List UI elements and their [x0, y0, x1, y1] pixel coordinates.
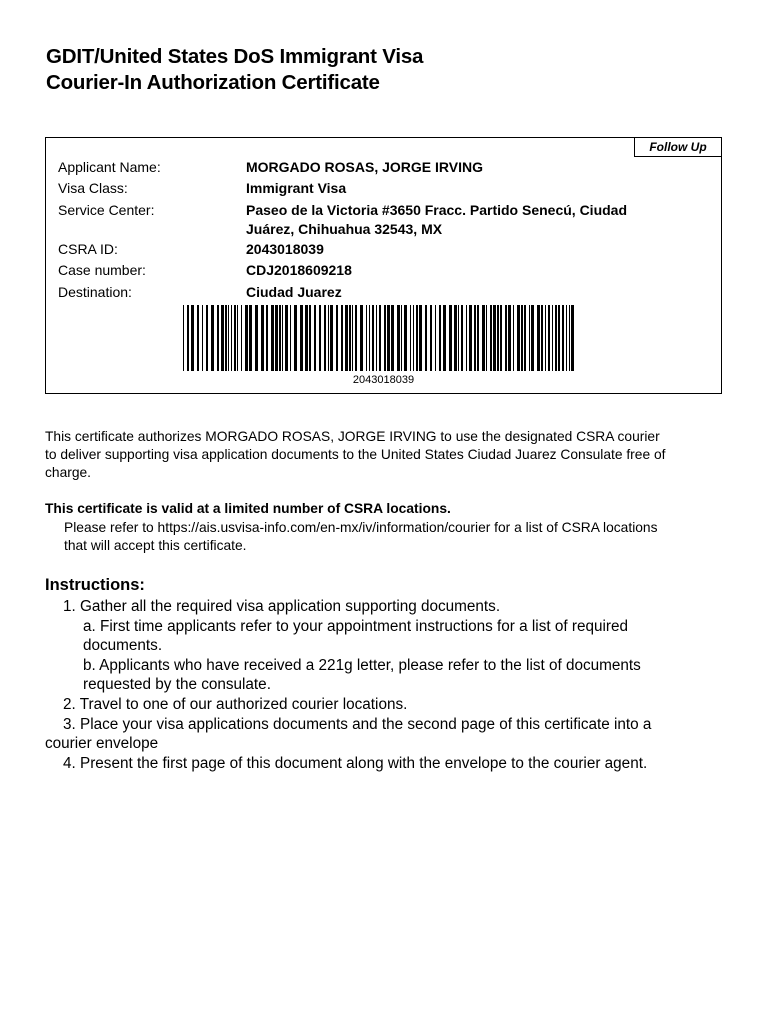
- authorization-line-3: charge.: [45, 465, 92, 480]
- title-line-1: GDIT/United States DoS Immigrant Visa: [46, 45, 424, 68]
- validity-heading: This certificate is valid at a limited number of CSRA locations.: [45, 501, 451, 516]
- authorization-line-2: to deliver supporting visa application documents to the United States Ciudad Juarez Consulate free of: [45, 447, 666, 462]
- instruction-step-1b: [45, 656, 725, 695]
- certificate-card: [45, 137, 722, 394]
- applicant-name-label: Applicant Name:: [58, 159, 161, 175]
- service-center-line-2: Juárez, Chihuahua 32543, MX: [246, 221, 443, 237]
- case-number-value: CDJ2018609218: [246, 262, 352, 278]
- csra-id-value: 2043018039: [246, 241, 324, 257]
- instruction-step-1a: [45, 617, 725, 656]
- applicant-name-value: MORGADO ROSAS, JORGE IRVING: [246, 159, 483, 175]
- instruction-step-3-line-1: 3. Place your visa applications documents and the second page of this certificate into a: [63, 715, 652, 733]
- instructions-heading: Instructions:: [45, 576, 145, 594]
- barcode-graphic: [183, 305, 575, 371]
- barcode-number: 2043018039: [352, 374, 415, 386]
- service-center-line-1: Paseo de la Victoria #3650 Fracc. Partido Senecú, Ciudad: [246, 202, 628, 218]
- title-line-2: Courier-In Authorization Certificate: [46, 71, 380, 94]
- instruction-step-1a-line-1: a. First time applicants refer to your appointment instructions for a list of required: [83, 617, 628, 635]
- visa-class-value: Immigrant Visa: [246, 180, 347, 196]
- case-number-label: Case number:: [58, 262, 146, 278]
- service-center-value: [246, 201, 676, 239]
- instruction-step-3: [45, 715, 725, 754]
- validity-paragraph: [64, 519, 724, 555]
- instruction-step-1b-line-1: b. Applicants who have received a 221g letter, please refer to the list of documents: [83, 656, 641, 674]
- instruction-step-3-line-2: courier envelope: [45, 735, 159, 753]
- instruction-step-1b-line-2: requested by the consulate.: [83, 676, 271, 694]
- destination-label: Destination:: [58, 284, 132, 300]
- validity-line-1: Please refer to https://ais.usvisa-info.com/en-mx/iv/information/courier for a list of CSRA locations: [64, 520, 658, 535]
- service-center-label: Service Center:: [58, 202, 155, 218]
- csra-id-label: CSRA ID:: [58, 241, 118, 257]
- instructions-list: [45, 597, 725, 773]
- instruction-step-4: 4. Present the first page of this document along with the envelope to the courier agent.: [63, 754, 648, 772]
- authorization-paragraph: [45, 428, 725, 482]
- instruction-step-1a-line-2: documents.: [83, 637, 163, 655]
- document-title: [46, 44, 423, 96]
- validity-line-2: that will accept this certificate.: [64, 538, 247, 553]
- destination-value: Ciudad Juarez: [246, 284, 342, 300]
- follow-up-label: Follow Up: [634, 137, 722, 157]
- instruction-step-2: 2. Travel to one of our authorized courier locations.: [63, 695, 408, 713]
- visa-class-label: Visa Class:: [58, 180, 128, 196]
- instruction-step-1: 1. Gather all the required visa application supporting documents.: [63, 598, 501, 615]
- authorization-line-1: This certificate authorizes MORGADO ROSAS, JORGE IRVING to use the designated CSRA courier: [45, 429, 660, 444]
